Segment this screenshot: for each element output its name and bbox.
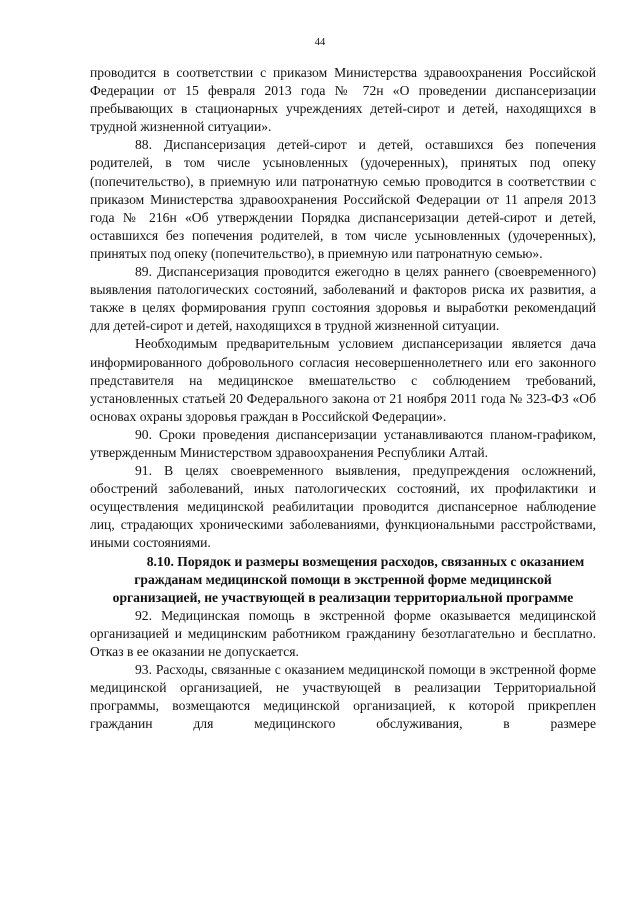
document-body [90,64,596,733]
paragraph-continuation: проводится в соответствии с приказом Министерства здравоохранения Российской Федерации от 15 февраля 2013 года № 72н «О проведении диспансеризации пребывающих в стационарных учреждениях детей-сирот и детей, находящихся в трудной жизненной ситуации». [90,65,596,135]
section-heading: 8.10. Порядок и размеры возмещения расходов, связанных с оказанием гражданам медицинской помощи в экстренной форме медицинской организацией, не участвующей в реализации территориальной программе [112,553,585,605]
paragraph-93: 93. Расходы, связанные с оказанием медицинской помощи в экстренной форме медицинской организацией, не участвующей в реализации Территориальной программы, возмещаются медицинской организацией, к которой прикреплен гражданин для медицинского обслуживания, в размере [90,661,596,732]
paragraph-88: 88. Диспансеризация детей-сирот и детей, оставшихся без попечения родителей, в том числе усыновленных (удочеренных), принятых под опеку (попечительство), в приемную или патронатную семью проводится в соответствии с приказом Министерства здравоохранения Российской Федерации от 11 апреля 2013 года № 216н «Об утверждении Порядка диспансеризации детей-сирот и детей, оставшихся без попечения родителей, в том числе усыновленных (удочеренных), принятых под опеку (попечительство), в приемную или патронатную семью». [90,137,596,261]
paragraph-92: 92. Медицинская помощь в экстренной форме оказывается медицинской организацией и медицинским работником гражданину безотлагательно и бесплатно. Отказ в ее оказании не допускается. [90,607,596,659]
paragraph-consent: Необходимым предварительным условием диспансеризации является дача информированного добровольного согласия несовершеннолетнего или его законного представителя на медицинское вмешательство с соблюдением требований, установленных статьей 20 Федерального закона от 21 ноября 2011 года № 323-ФЗ «Об основах охраны здоровья граждан в Российской Федерации». [90,336,596,424]
paragraph-90: 90. Сроки проведения диспансеризации устанавливаются планом-графиком, утвержденным Министерством здравоохранения Республики Алтай. [90,426,596,460]
page-number: 44 [314,37,326,48]
paragraph-89: 89. Диспансеризация проводится ежегодно в целях раннего (своевременного) выявления патологических состояний, заболеваний и факторов риска их развития, а также в целях формирования групп состояния здоровья и выработки рекомендаций для детей-сирот и детей, находящихся в трудной жизненной ситуации. [90,264,596,334]
paragraph-91: 91. В целях своевременного выявления, предупреждения осложнений, обострений заболеваний, иных патологических состояний, их профилактики и осуществления медицинской реабилитации проводится диспансерное наблюдение лиц, страдающих хроническими заболеваниями, функциональными расстройствами, иными состояниями. [90,463,596,551]
